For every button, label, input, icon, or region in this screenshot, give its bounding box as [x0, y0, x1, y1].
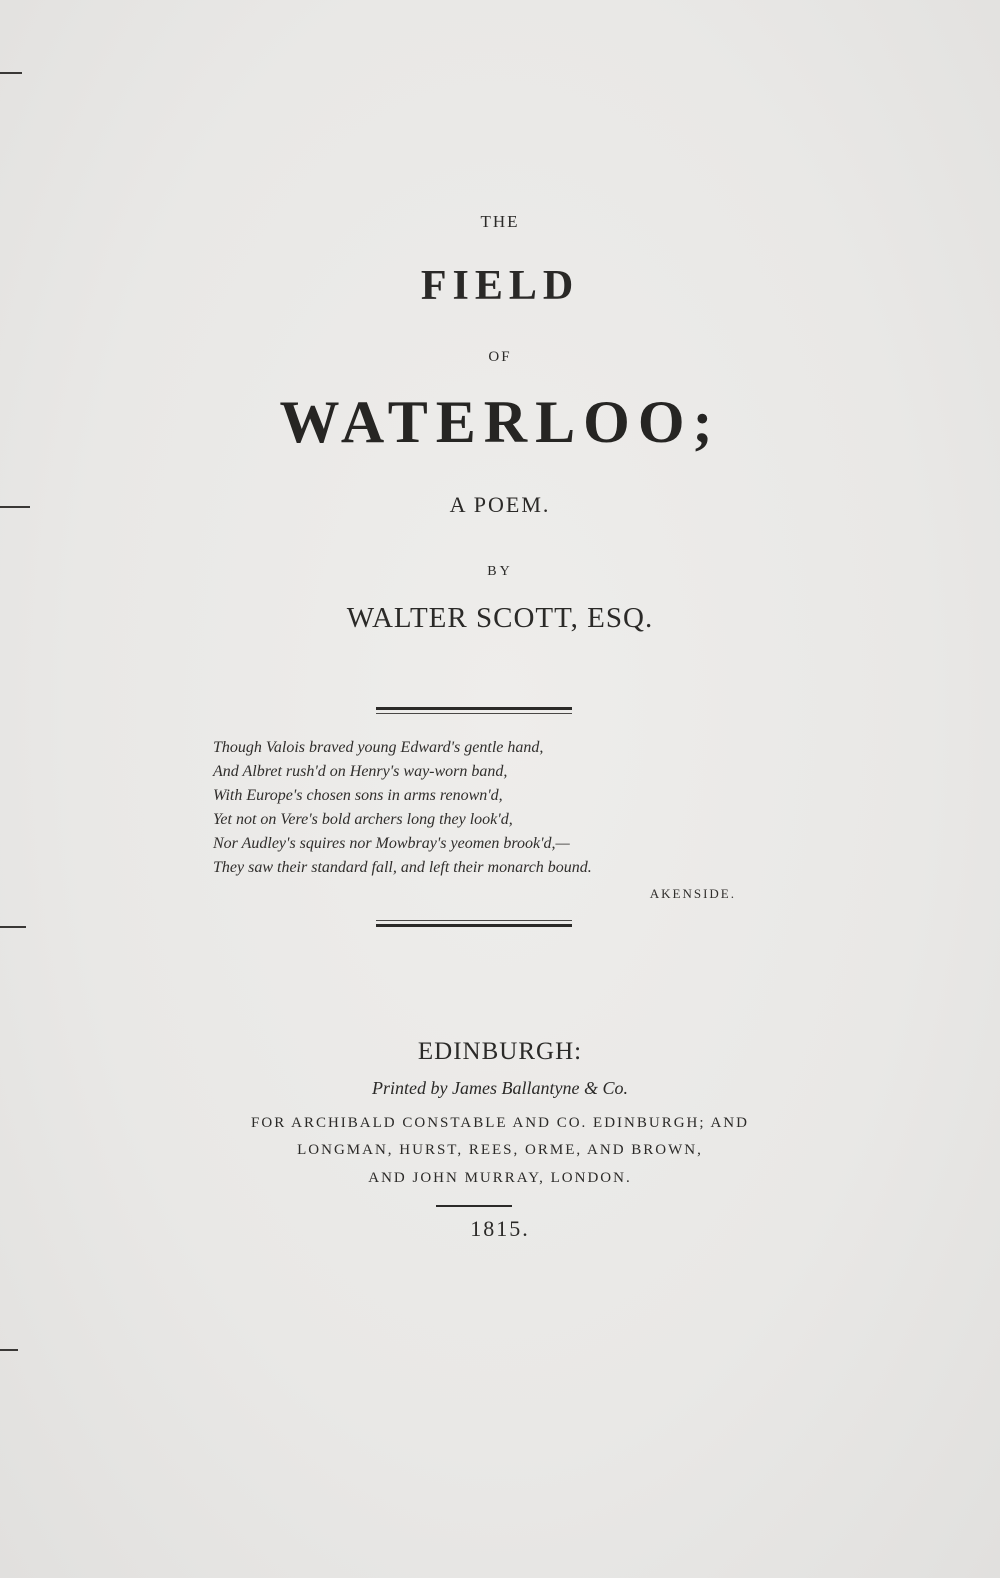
- epigraph-line: Yet not on Vere's bold archers long they look'd,: [213, 811, 513, 828]
- epigraph-line: And Albret rush'd on Henry's way-worn band,: [213, 763, 508, 780]
- title-waterloo: WATERLOO;: [279, 389, 721, 455]
- double-rule-bottom: [376, 917, 572, 927]
- title-field: FIELD: [420, 263, 580, 309]
- epigraph-line: Nor Audley's squires nor Mowbray's yeomen brook'd,—: [213, 835, 570, 852]
- double-rule-top: [376, 707, 572, 714]
- stitch-mark: [0, 72, 22, 74]
- imprint-printer: Printed by James Ballantyne & Co.: [372, 1078, 628, 1098]
- title-of: OF: [488, 349, 512, 365]
- stitch-mark: [0, 1349, 18, 1351]
- epigraph-attribution: AKENSIDE.: [649, 886, 736, 901]
- epigraph-line: They saw their standard fall, and left their monarch bound.: [213, 859, 592, 876]
- imprint-publisher-line: AND JOHN MURRAY, LONDON.: [368, 1170, 632, 1186]
- epigraph-line: With Europe's chosen sons in arms renown'd,: [213, 787, 503, 804]
- stitch-mark: [0, 926, 26, 928]
- title-the: THE: [480, 212, 520, 231]
- byline-by: BY: [487, 564, 513, 579]
- author-name: WALTER SCOTT, ESQ.: [346, 602, 654, 634]
- epigraph-line: Though Valois braved young Edward's gentle hand,: [213, 739, 544, 756]
- subtitle: A POEM.: [449, 492, 551, 517]
- epigraph: [213, 736, 753, 880]
- imprint-publisher-line: FOR ARCHIBALD CONSTABLE AND CO. EDINBURGH; AND: [251, 1115, 749, 1131]
- short-rule: [436, 1205, 512, 1207]
- imprint-place: EDINBURGH:: [417, 1038, 583, 1065]
- imprint-year: 1815.: [470, 1216, 530, 1241]
- imprint-publisher-line: LONGMAN, HURST, REES, ORME, AND BROWN,: [297, 1142, 703, 1158]
